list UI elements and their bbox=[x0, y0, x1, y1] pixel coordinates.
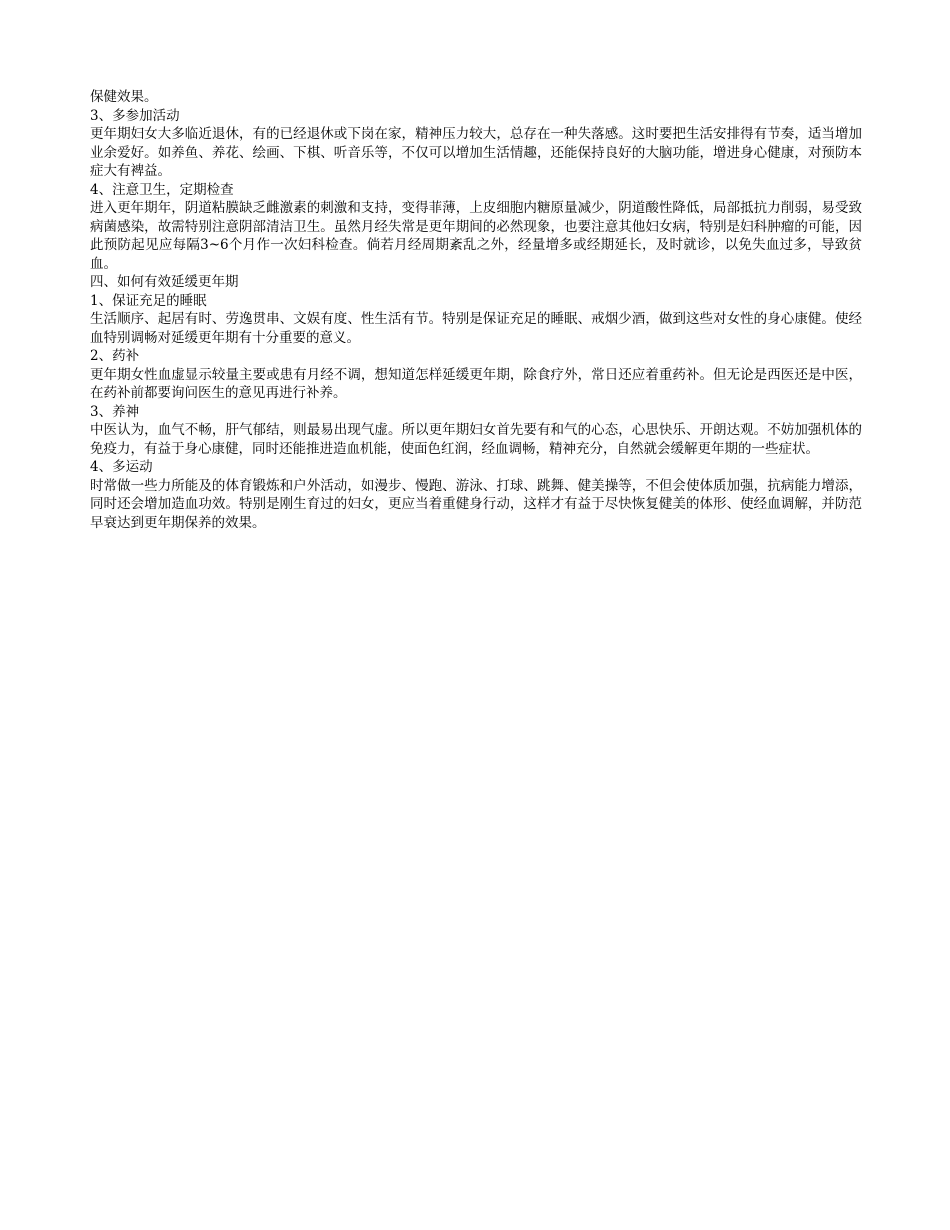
paragraph-sleep: 生活顺序、起居有时、劳逸贯串、文娱有度、性生活有节。特别是保证充足的睡眠、戒烟少酒，做到这些对女性的身心康健。使经血特别调畅对延缓更年期有十分重要的意义。 bbox=[90, 311, 862, 346]
paragraph-spirit: 中医认为，血气不畅，肝气郁结，则最易出现气虚。所以更年期妇女首先要有和气的心态，心思快乐、开朗达观。不妨加强机体的免疫力，有益于身心康健，同时还能推进造血机能，使面色红润，经血调畅，精神充分，自然就会缓解更年期的一些症状。 bbox=[90, 422, 862, 457]
section-heading-hygiene: 4、注意卫生，定期检查 bbox=[90, 181, 234, 198]
section-heading-medicine: 2、药补 bbox=[90, 348, 140, 364]
paragraph-exercise: 时常做一些力所能及的体育锻炼和户外活动，如漫步、慢跑、游泳、打球、跳舞、健美操等，不但会使体质加强，抗病能力增添，同时还会增加造血功效。特别是刚生育过的妇女，更应当着重健身行动，这样才有益于尽快恢复健美的体形、使经血调解，并防范早衰达到更年期保养的效果。 bbox=[90, 477, 862, 531]
section-heading-activities: 3、多参加活动 bbox=[90, 107, 180, 124]
section-heading-spirit: 3、养神 bbox=[90, 403, 140, 420]
chapter-heading-delay-menopause: 四、如何有效延缓更年期 bbox=[90, 274, 239, 290]
paragraph-tail: 保健效果。 bbox=[90, 89, 158, 105]
paragraph-hygiene: 进入更年期年，阴道粘膜缺乏雌激素的刺激和支持，变得菲薄，上皮细胞内糖原量减少，阴道酸性降低，局部抵抗力削弱，易受致病菌感染，故需特别注意阴部清洁卫生。虽然月经失常是更年期间的必然现象，也要注意其他妇女病，特别是妇科肿瘤的可能，因此预防起见应每隔3~6个月作一次妇科检查。倘若月经周期紊乱之外，经量增多或经期延长，及时就诊，以免失血过多，导致贫血。 bbox=[90, 200, 862, 272]
paragraph-medicine: 更年期女性血虚显示较量主要或患有月经不调，想知道怎样延缓更年期，除食疗外，常日还应着重药补。但无论是西医还是中医，在药补前都要询问医生的意见再进行补养。 bbox=[90, 366, 862, 401]
document-body bbox=[90, 88, 862, 532]
section-heading-exercise: 4、多运动 bbox=[90, 459, 153, 475]
paragraph-activities: 更年期妇女大多临近退休，有的已经退休或下岗在家，精神压力较大，总存在一种失落感。这时要把生活安排得有节奏，适当增加业余爱好。如养鱼、养花、绘画、下棋、听音乐等，不仅可以增加生活情趣，还能保持良好的大脑功能，增进身心健康，对预防本症大有裨益。 bbox=[90, 126, 862, 179]
section-heading-sleep: 1、保证充足的睡眠 bbox=[90, 292, 207, 309]
